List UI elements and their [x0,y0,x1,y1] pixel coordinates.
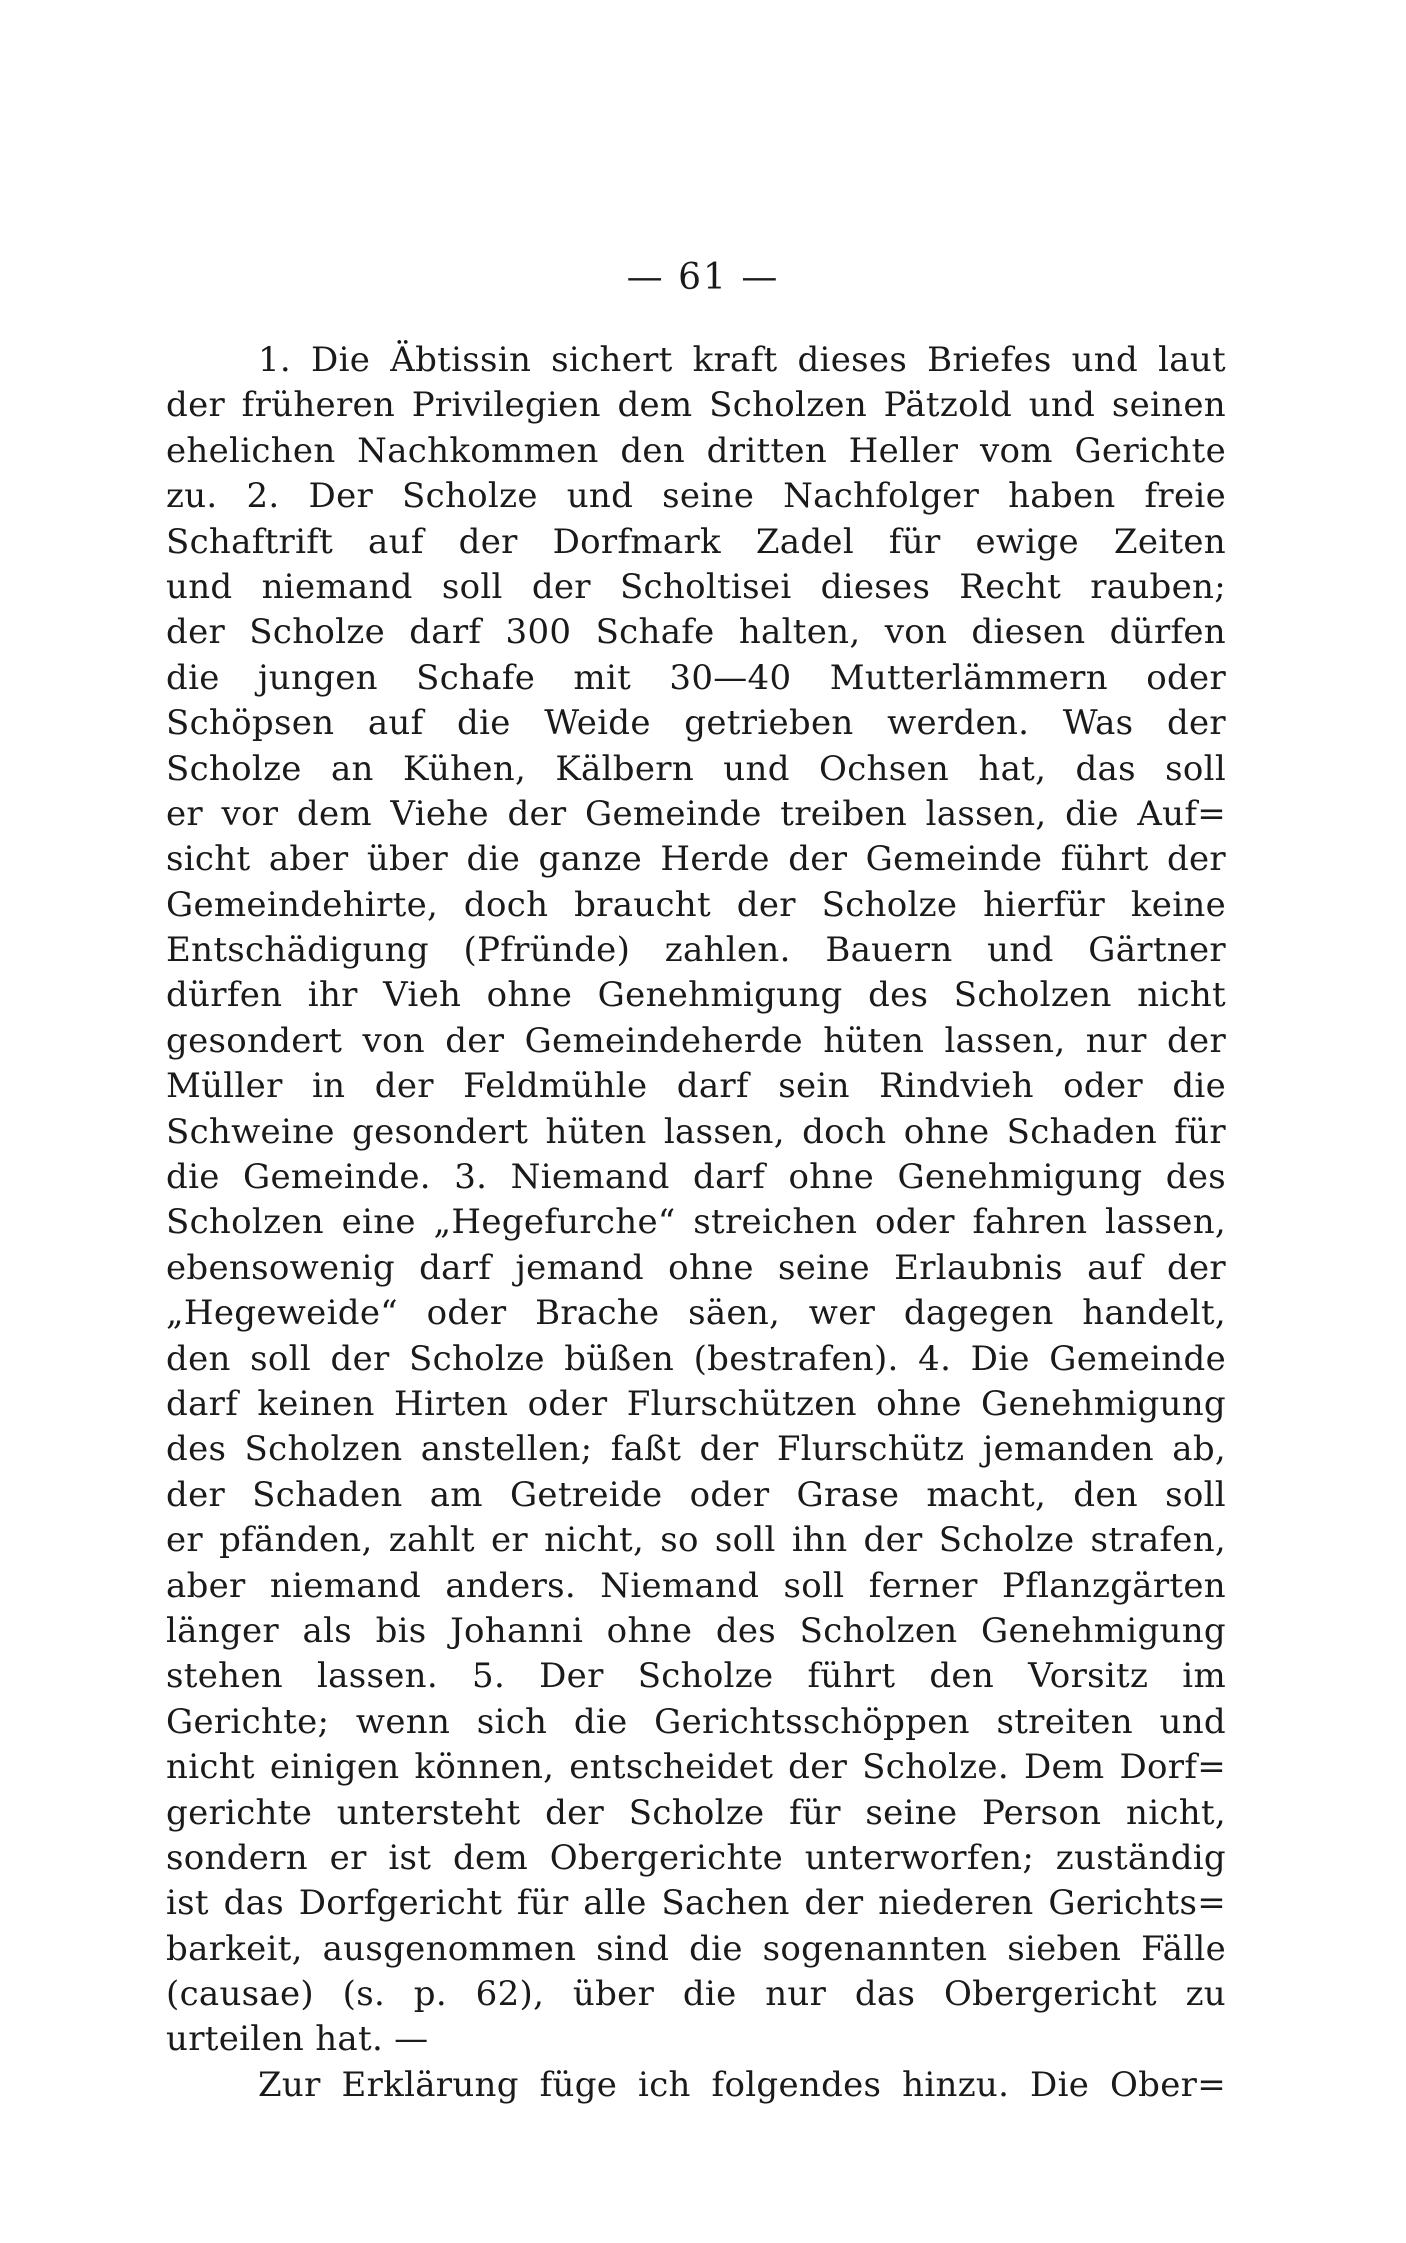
text-line: gerichte untersteht der Scholze für seine Person nicht, [166,1792,1226,1833]
text-line: 1. Die Äbtissin sichert kraft dieses Briefes und laut [258,340,1226,380]
text-line: dürfen ihr Vieh ohne Genehmigung des Scholzen nicht [166,975,1226,1016]
text-line: sondern er ist dem Obergerichte unterworfen; zuständig [166,1837,1226,1878]
text-line: Schweine gesondert hüten lassen, doch ohne Schaden für [166,1111,1226,1152]
text-line: nicht einigen können, entscheidet der Scholze. Dem Dorf= [166,1747,1226,1788]
text-line: er pfänden, zahlt er nicht, so soll ihn der Scholze strafen, [166,1520,1226,1561]
page-number: — 61 — [626,257,780,298]
text-line: die jungen Schafe mit 30—40 Mutterlämmern oder [166,657,1226,698]
text-line: der Scholze darf 300 Schafe halten, von diesen dürfen [166,612,1226,653]
body-text [166,338,1226,2108]
text-line: Gemeindehirte, doch braucht der Scholze hierfür keine [166,884,1226,925]
text-line: er vor dem Viehe der Gemeinde treiben lassen, die Auf= [166,793,1226,834]
text-line: Schaftrift auf der Dorfmark Zadel für ewige Zeiten [166,521,1226,562]
text-line: sicht aber über die ganze Herde der Gemeinde führt der [166,839,1226,880]
text-line: und niemand soll der Scholtisei dieses Recht rauben; [166,566,1226,607]
text-line: die Gemeinde. 3. Niemand darf ohne Genehmigung des [166,1157,1226,1198]
text-line: Gerichte; wenn sich die Gerichtsschöppen streiten und [166,1701,1226,1742]
paragraph-2 [166,2063,1226,2108]
text-line: des Scholzen anstellen; faßt der Flurschütz jemanden ab, [166,1429,1226,1470]
text-line: Scholzen eine „Hegefurche“ streichen oder fahren lassen, [166,1202,1226,1243]
text-line: den soll der Scholze büßen (bestrafen). 4. Die Gemeinde [166,1338,1226,1379]
text-line: darf keinen Hirten oder Flurschützen ohne Genehmigung [166,1383,1226,1424]
text-line: stehen lassen. 5. Der Scholze führt den Vorsitz im [166,1656,1226,1697]
text-line: aber niemand anders. Niemand soll ferner Pflanzgärten [166,1565,1226,1606]
text-line: barkeit, ausgenommen sind die sogenannten sieben Fälle [166,1928,1226,1969]
text-line: ebensowenig darf jemand ohne seine Erlaubnis auf der [166,1247,1226,1288]
text-line: „Hegeweide“ oder Brache säen, wer dagegen handelt, [166,1293,1226,1334]
text-line: Zur Erklärung füge ich folgendes hinzu. Die Ober= [258,2064,1226,2105]
text-line: Müller in der Feldmühle darf sein Rindvieh oder die [166,1066,1226,1107]
text-line: ehelichen Nachkommen den dritten Heller vom Gerichte [166,430,1226,471]
text-line: gesondert von der Gemeindeherde hüten lassen, nur der [166,1020,1226,1061]
text-line: (causae) (s. p. 62), über die nur das Obergericht zu [166,1974,1226,2015]
text-line: der Schaden am Getreide oder Grase macht, den soll [166,1474,1226,1515]
text-line: urteilen hat. — [166,2019,429,2060]
text-line: länger als bis Johanni ohne des Scholzen Genehmigung [166,1610,1226,1651]
text-line: ist das Dorfgericht für alle Sachen der niederen Gerichts= [166,1883,1226,1924]
text-line: Scholze an Kühen, Kälbern und Ochsen hat, das soll [166,748,1226,789]
paragraph-1 [166,338,1226,2063]
text-line: zu. 2. Der Scholze und seine Nachfolger haben freie [166,476,1226,517]
text-line: Schöpsen auf die Weide getrieben werden. Was der [166,703,1226,744]
text-line: der früheren Privilegien dem Scholzen Pätzold und seinen [166,385,1226,426]
text-line: Entschädigung (Pfründe) zahlen. Bauern und Gärtner [166,930,1226,971]
